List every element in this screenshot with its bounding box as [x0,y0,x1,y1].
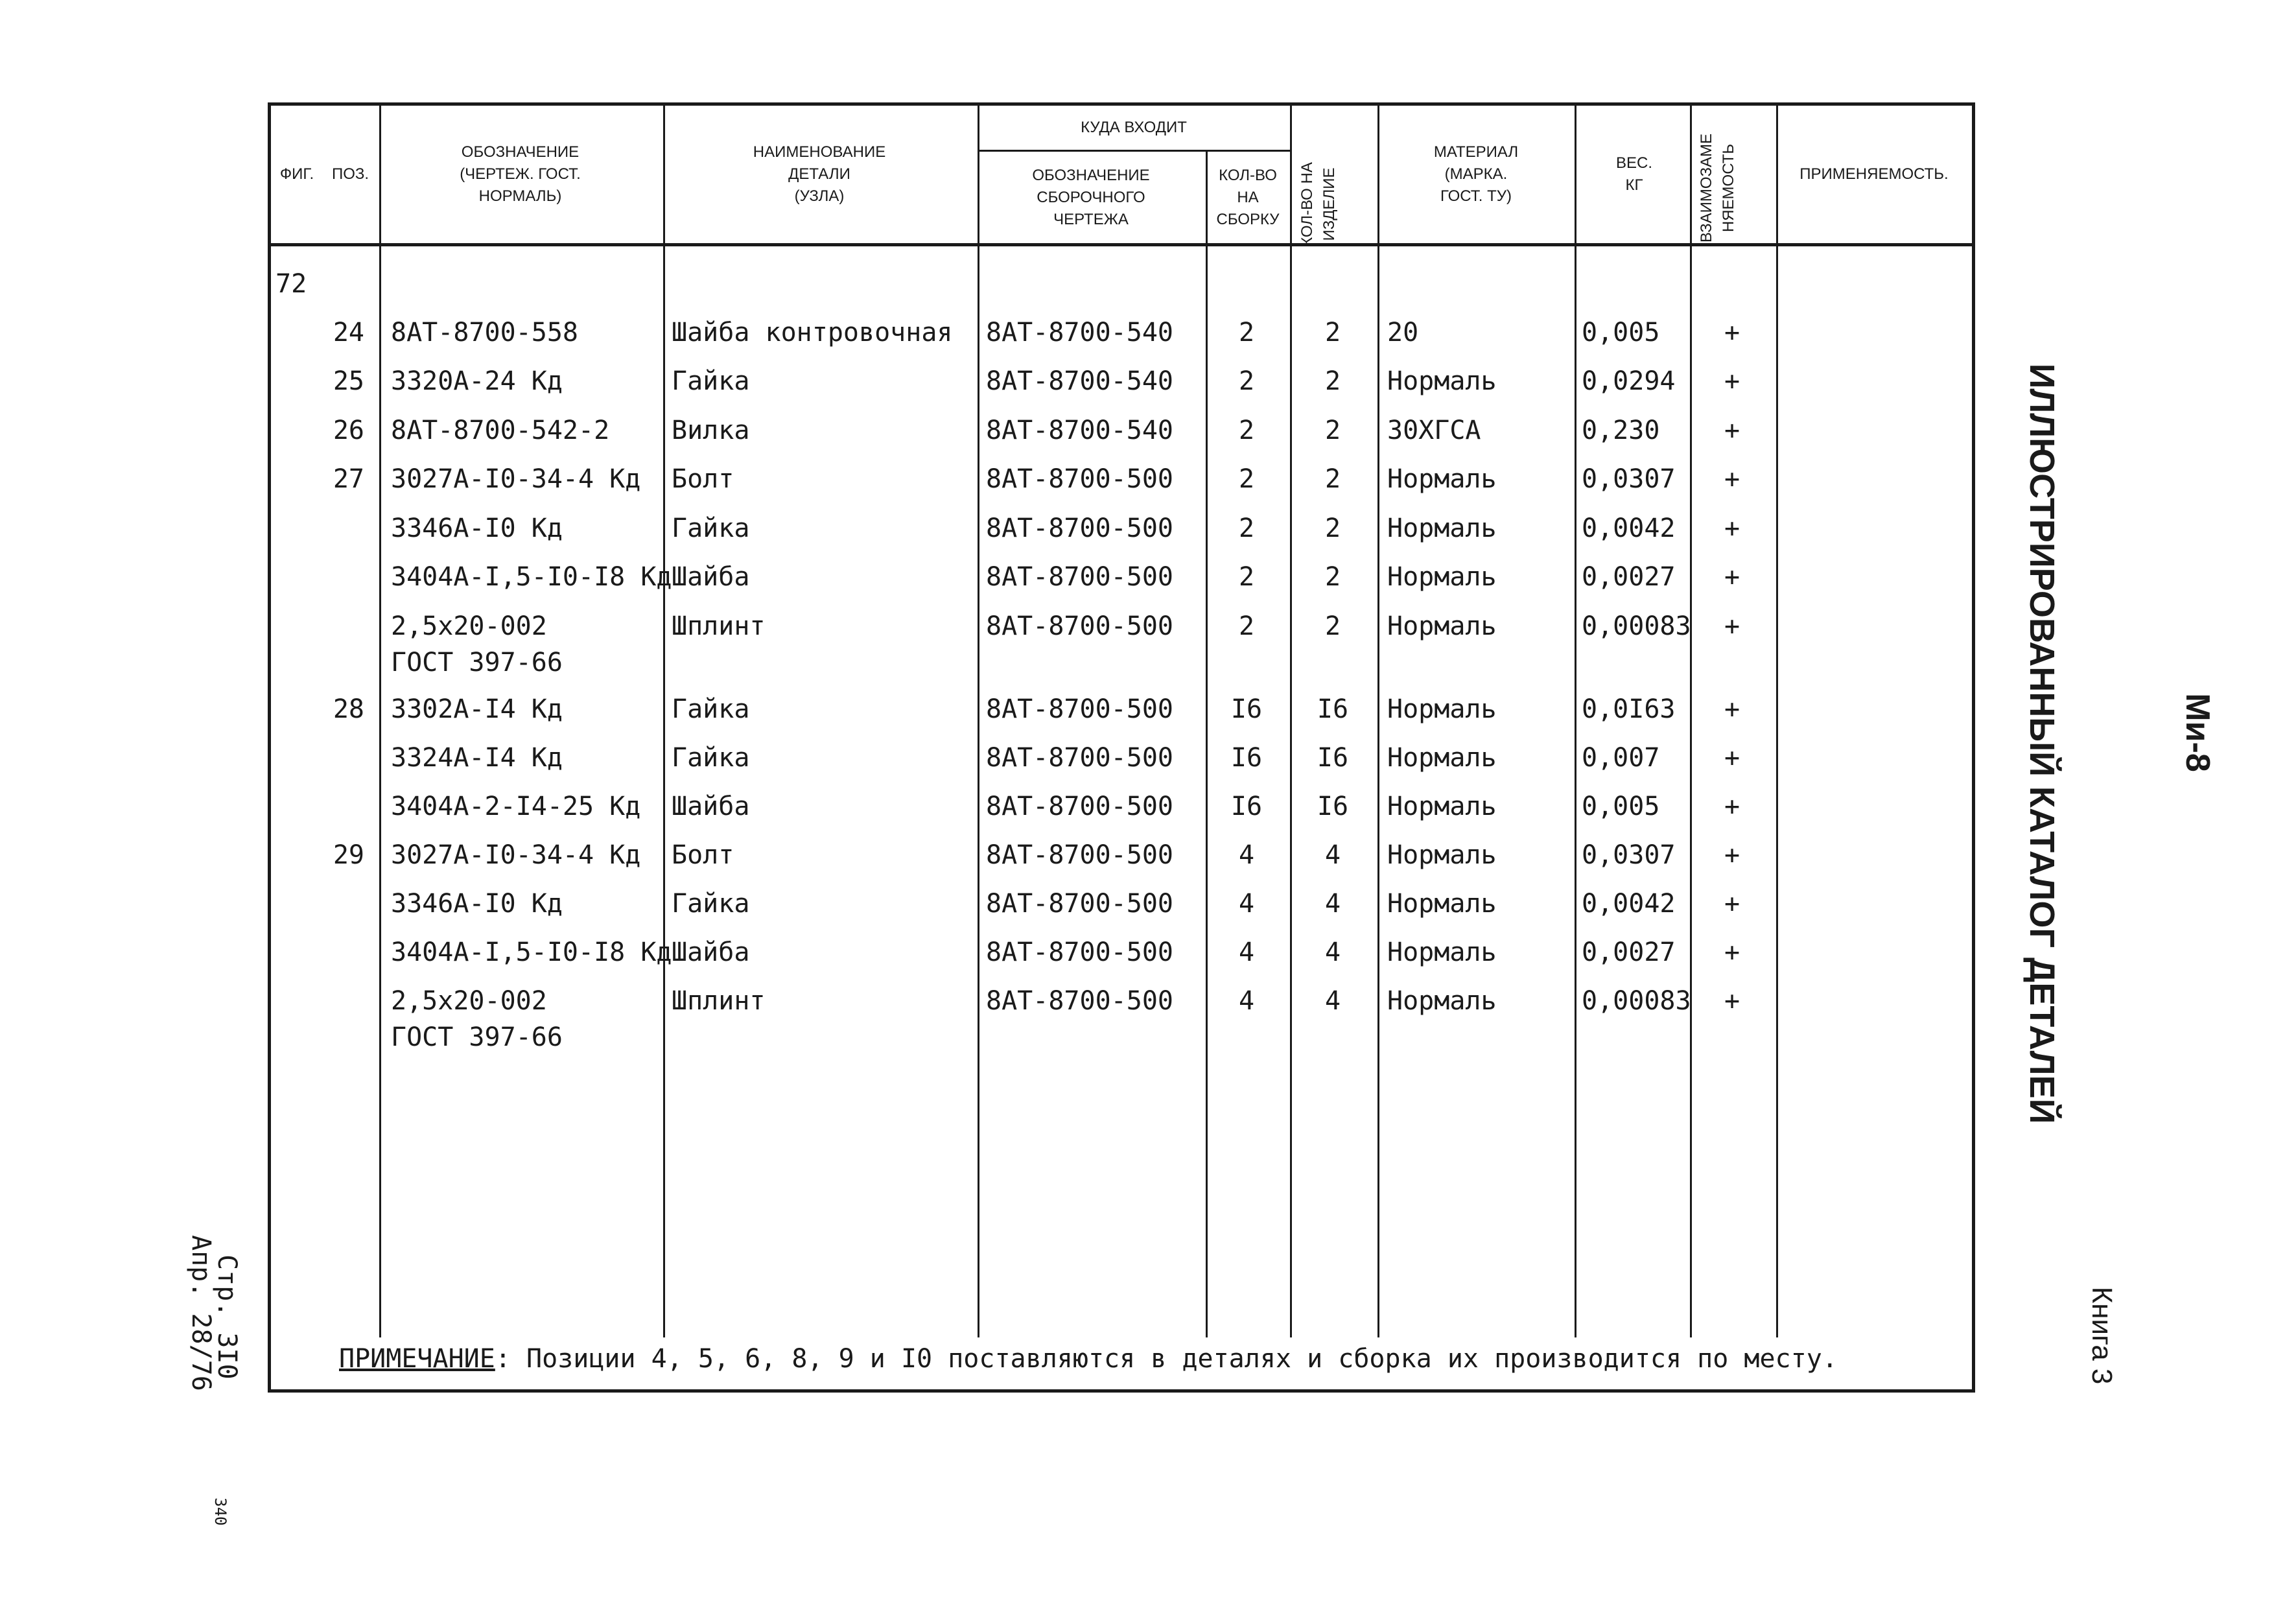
cell-weight: 0,0294 [1582,366,1676,396]
cell-designation: 3324А-I4 Кд [391,743,563,773]
header-name: НАИМЕНОВАНИЕ ДЕТАЛИ (УЗЛА) [753,143,886,205]
cell-weight: 0,005 [1582,318,1660,347]
cell-interchange: + [1724,937,1740,967]
cell-interchange: + [1724,513,1740,543]
cell-designation: 3404А-2-I4-25 Кд [391,792,641,821]
cell-weight: 0,0042 [1582,889,1676,919]
cell-interchange: + [1724,464,1740,494]
cell-weight: 0,0027 [1582,937,1676,967]
cell-interchange: + [1724,366,1740,396]
cell-pos: 25 [333,366,364,396]
cell-pos: 28 [333,694,364,724]
header-qty-item: КОЛ-ВО НА ИЗДЕЛИЕ [1298,162,1338,246]
cell-name: Гайка [672,889,750,919]
cell-name: Болт [672,464,734,494]
cell-qty-assembly: 2 [1238,562,1255,592]
cell-assembly: 8АТ-8700-500 [986,986,1173,1016]
cell-qty-assembly: 4 [1238,986,1255,1016]
figure-number: 72 [275,269,307,299]
cell-designation: 3027А-I0-34-4 Кд [391,464,641,494]
cell-material: Нормаль [1387,464,1497,494]
cell-material: Нормаль [1387,513,1497,543]
header-where-used: КУДА ВХОДИТ [1081,119,1187,136]
cell-name: Гайка [672,513,750,543]
cell-material: Нормаль [1387,611,1497,641]
header-interchange: ВЗАИМОЗАМЕ НЯЕМОСТЬ [1698,133,1737,243]
model-title: Ми-8 [2179,693,2216,772]
cell-assembly: 8АТ-8700-500 [986,694,1173,724]
header-fig: ФИГ. [279,165,314,183]
cell-interchange: + [1724,416,1740,445]
cell-designation: 3027А-I0-34-4 Кд [391,840,641,870]
cell-designation: 3404А-I,5-I0-I8 Кд [391,937,672,967]
cell-qty-assembly: I6 [1230,792,1263,821]
cell-material: Нормаль [1387,562,1497,592]
cell-interchange: + [1724,562,1740,592]
cell-qty-item: 2 [1324,611,1341,641]
cell-qty-item: 4 [1324,840,1341,870]
cell-name: Шайба [672,792,750,821]
cell-designation: 3346А-I0 Кд [391,889,563,919]
cell-pos: 26 [333,416,364,445]
cell-interchange: + [1724,889,1740,919]
revision-date: Апр. 28/76 [186,1235,216,1391]
cell-qty-assembly: 4 [1238,937,1255,967]
cell-weight: 0,0042 [1582,513,1676,543]
cell-name: Шайба [672,562,750,592]
cell-interchange: + [1724,840,1740,870]
cell-designation: 2,5х20-002 ГОСТ 397-66 [391,611,563,677]
col-divider [663,106,665,1337]
cell-material: 20 [1387,318,1419,347]
cell-name: Гайка [672,694,750,724]
cell-qty-item: 2 [1324,464,1341,494]
cell-material: Нормаль [1387,694,1497,724]
catalog-title: ИЛЛЮСТРИРОВАННЫЙ КАТАЛОГ ДЕТАЛЕЙ [2022,363,2061,1124]
cell-assembly: 8АТ-8700-500 [986,611,1173,641]
header-applicability: ПРИМЕНЯЕМОСТЬ. [1799,165,1949,183]
col-divider [978,106,979,1337]
cell-weight: 0,0I63 [1582,694,1676,724]
cell-designation: 2,5х20-002 ГОСТ 397-66 [391,986,563,1052]
cell-qty-item: 2 [1324,562,1341,592]
cell-qty-item: 2 [1324,513,1341,543]
cell-name: Шплинт [672,986,766,1016]
cell-name: Гайка [672,743,750,773]
cell-pos: 27 [333,464,364,494]
col-divider [1377,106,1379,1337]
cell-assembly: 8АТ-8700-500 [986,840,1173,870]
header-designation: ОБОЗНАЧЕНИЕ (ЧЕРТЕЖ. ГОСТ. НОРМАЛЬ) [460,143,581,205]
table-note [339,1341,1838,1377]
cell-designation: 3302А-I4 Кд [391,694,563,724]
cell-material: Нормаль [1387,743,1497,773]
cell-assembly: 8АТ-8700-500 [986,464,1173,494]
book-label: Книга 3 [2086,1286,2118,1385]
cell-weight: 0,00083 [1582,611,1691,641]
col-divider [1776,106,1778,1337]
cell-assembly: 8АТ-8700-500 [986,513,1173,543]
header-material: МАТЕРИАЛ (МАРКА. ГОСТ. ТУ) [1433,143,1519,205]
cell-weight: 0,0307 [1582,840,1676,870]
cell-qty-assembly: I6 [1230,694,1263,724]
cell-qty-assembly: I6 [1230,743,1263,773]
cell-qty-assembly: 2 [1238,318,1255,347]
cell-qty-assembly: 4 [1238,840,1255,870]
cell-material: Нормаль [1387,840,1497,870]
cell-qty-item: 2 [1324,366,1341,396]
cell-designation: 8АТ-8700-558 [391,318,578,347]
cell-name: Гайка [672,366,750,396]
cell-qty-item: 4 [1324,986,1341,1016]
note-text: : Позиции 4, 5, 6, 8, 9 и I0 поставляются в деталях и сборка их производится по месту. [495,1344,1838,1374]
cell-interchange: + [1724,792,1740,821]
cell-material: 30ХГСА [1387,416,1481,445]
cell-weight: 0,230 [1582,416,1660,445]
cell-qty-item: 2 [1324,318,1341,347]
header-assembly-designation: ОБОЗНАЧЕНИЕ СБОРОЧНОГО ЧЕРТЕЖА [1032,166,1150,228]
cell-assembly: 8АТ-8700-540 [986,366,1173,396]
sheet-number: 340 [211,1498,229,1526]
cell-assembly: 8АТ-8700-540 [986,318,1173,347]
cell-material: Нормаль [1387,889,1497,919]
page-number: Стр. 3I0 [212,1254,242,1380]
cell-name: Шайба контровочная [672,318,953,347]
cell-name: Вилка [672,416,750,445]
cell-assembly: 8АТ-8700-500 [986,937,1173,967]
cell-name: Шайба [672,937,750,967]
cell-pos: 29 [333,840,364,870]
header-pos: ПОЗ. [331,165,369,183]
cell-qty-assembly: 2 [1238,513,1255,543]
cell-material: Нормаль [1387,366,1497,396]
cell-weight: 0,0027 [1582,562,1676,592]
cell-qty-item: I6 [1317,694,1349,724]
cell-weight: 0,005 [1582,792,1660,821]
cell-material: Нормаль [1387,937,1497,967]
cell-interchange: + [1724,694,1740,724]
cell-name: Шплинт [672,611,766,641]
cell-designation: 8АТ-8700-542-2 [391,416,610,445]
cell-interchange: + [1724,986,1740,1016]
col-divider [379,106,381,1337]
cell-assembly: 8АТ-8700-500 [986,562,1173,592]
cell-qty-assembly: 2 [1238,464,1255,494]
cell-assembly: 8АТ-8700-500 [986,792,1173,821]
col-divider [1575,106,1576,1337]
cell-qty-item: 2 [1324,416,1341,445]
cell-interchange: + [1724,611,1740,641]
note-label: ПРИМЕЧАНИЕ [339,1344,495,1374]
cell-designation: 3346А-I0 Кд [391,513,563,543]
cell-material: Нормаль [1387,792,1497,821]
cell-designation: 3404А-I,5-I0-I8 Кд [391,562,672,592]
header-qty-assembly: КОЛ-ВО НА СБОРКУ [1216,166,1280,228]
cell-qty-item: 4 [1324,937,1341,967]
cell-weight: 0,0307 [1582,464,1676,494]
cell-assembly: 8АТ-8700-500 [986,889,1173,919]
cell-interchange: + [1724,743,1740,773]
cell-pos: 24 [333,318,364,347]
cell-qty-assembly: 2 [1238,416,1255,445]
header-weight: ВЕС. КГ [1615,154,1652,194]
cell-designation: 3320А-24 Кд [391,366,563,396]
cell-qty-item: I6 [1317,792,1349,821]
cell-qty-item: I6 [1317,743,1349,773]
cell-qty-assembly: 4 [1238,889,1255,919]
cell-assembly: 8АТ-8700-540 [986,416,1173,445]
cell-weight: 0,00083 [1582,986,1691,1016]
cell-assembly: 8АТ-8700-500 [986,743,1173,773]
cell-interchange: + [1724,318,1740,347]
cell-qty-item: 4 [1324,889,1341,919]
cell-material: Нормаль [1387,986,1497,1016]
cell-qty-assembly: 2 [1238,611,1255,641]
cell-weight: 0,007 [1582,743,1660,773]
cell-qty-assembly: 2 [1238,366,1255,396]
cell-name: Болт [672,840,734,870]
